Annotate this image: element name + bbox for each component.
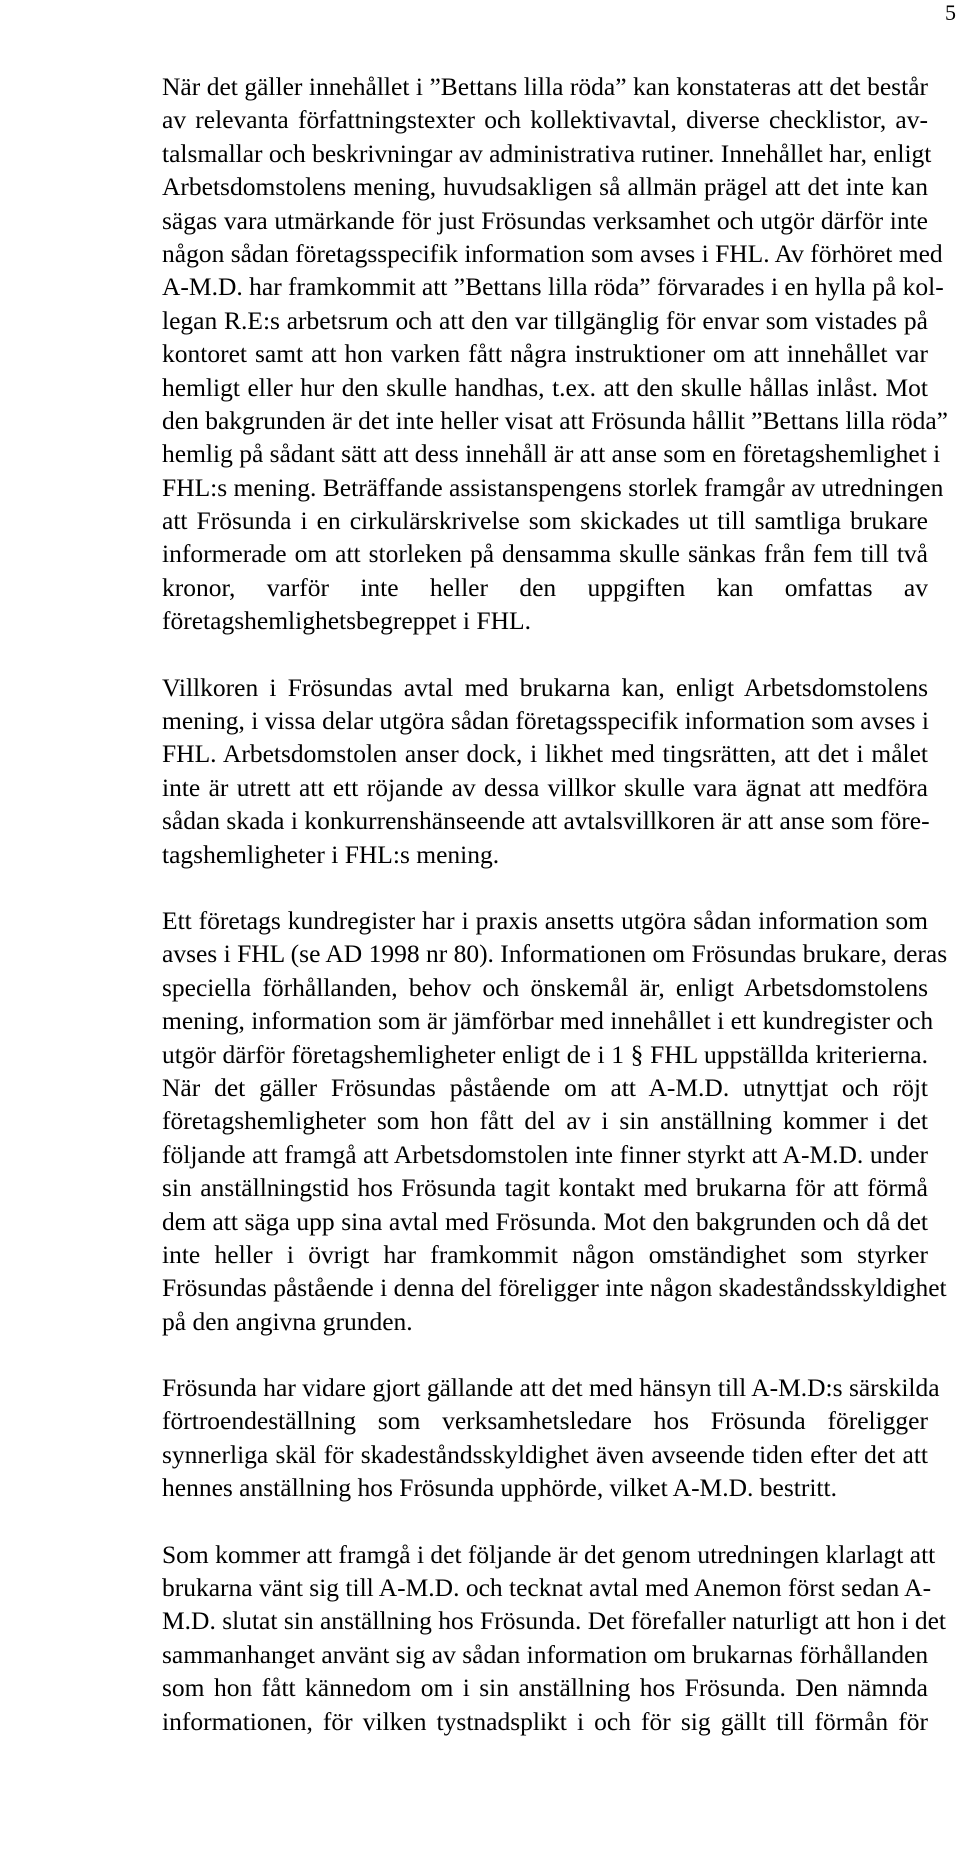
text-line: på den angivna grunden. bbox=[162, 1306, 413, 1336]
text-line: inte är utrett att ett röjande av dessa villkor skulle vara ägnat att medföra bbox=[162, 772, 928, 802]
text-line: hemligt eller hur den skulle handhas, t.ex. att den skulle hållas inlåst. Mot bbox=[162, 372, 928, 402]
text-line: legan R.E:s arbetsrum och att den var tillgänglig för envar som vistades på bbox=[162, 305, 928, 335]
text-line: avses i FHL (se AD 1998 nr 80). Informationen om Frösundas brukare, deras bbox=[162, 939, 948, 969]
text-line: Villkoren i Frösundas avtal med brukarna kan, enligt Arbetsdomstolens bbox=[162, 672, 928, 702]
text-line: den bakgrunden är det inte heller visat att Frösunda hållit ”Bettans lilla röda” bbox=[162, 405, 949, 435]
paragraph bbox=[162, 70, 949, 638]
text-line: synnerliga skäl för skadeståndsskyldighet även avseende tiden efter det att bbox=[162, 1439, 928, 1469]
text-line: När det gäller innehållet i ”Bettans lilla röda” kan konstateras att det består bbox=[162, 72, 928, 101]
text-line: hennes anställning hos Frösunda upphörde, vilket A-M.D. bestritt. bbox=[162, 1473, 837, 1503]
page-number: 5 bbox=[945, 0, 956, 25]
text-line: tagshemligheter i FHL:s mening. bbox=[162, 839, 500, 869]
text-line: När det gäller Frösundas påstående om att A-M.D. utnyttjat och röjt bbox=[162, 1072, 928, 1102]
text-line: M.D. slutat sin anställning hos Frösunda. Det förefaller naturligt att hon i det bbox=[162, 1606, 946, 1636]
text-line: någon sådan företagsspecifik information som avses i FHL. Av förhöret med bbox=[162, 238, 943, 268]
text-line: talsmallar och beskrivningar av administrativa rutiner. Innehållet har, enligt bbox=[162, 138, 932, 168]
text-line: informerade om att storleken på densamma skulle sänkas från fem till två bbox=[162, 539, 928, 569]
paragraph bbox=[162, 1371, 940, 1505]
text-line: sägas vara utmärkande för just Frösundas verksamhet och utgör därför inte bbox=[162, 205, 928, 235]
text-line: dem att säga upp sina avtal med Frösunda. Mot den bakgrunden och då det bbox=[162, 1206, 928, 1236]
text-line: kronor, varför inte heller den uppgiften kan omfattas av bbox=[162, 572, 928, 602]
text-line: som hon fått kännedom om i sin anställning hos Frösunda. Den nämnda bbox=[162, 1673, 928, 1703]
text-line: informationen, för vilken tystnadsplikt i och för sig gällt till förmån för bbox=[162, 1706, 928, 1736]
text-line: Ett företags kundregister har i praxis ansetts utgöra sådan information som bbox=[162, 905, 928, 935]
text-line: kontoret samt att hon varken fått några instruktioner om att innehållet var bbox=[162, 339, 928, 369]
text-line: företagshemligheter som hon fått del av i sin anställning kommer i det bbox=[162, 1106, 928, 1136]
text-line: sin anställningstid hos Frösunda tagit kontakt med brukarna för att förmå bbox=[162, 1173, 928, 1203]
text-line: utgör därför företagshemligheter enligt de i 1 § FHL uppställda kriterierna. bbox=[162, 1039, 928, 1069]
text-line: mening, information som är jämförbar med innehållet i ett kundregister och bbox=[162, 1006, 934, 1036]
text-line: FHL. Arbetsdomstolen anser dock, i likhet med tingsrätten, att det i målet bbox=[162, 739, 928, 769]
paragraph bbox=[162, 904, 948, 1338]
text-line: inte heller i övrigt har framkommit någon omständighet som styrker bbox=[162, 1239, 928, 1269]
text-line: speciella förhållanden, behov och önskemål är, enligt Arbetsdomstolens bbox=[162, 972, 928, 1002]
text-line: FHL:s mening. Beträffande assistanspengens storlek framgår av utredningen bbox=[162, 472, 944, 502]
text-line: A-M.D. har framkommit att ”Bettans lilla röda” förvarades i en hylla på kol- bbox=[162, 272, 944, 302]
text-line: förtroendeställning som verksamhetsledare hos Frösunda föreligger bbox=[162, 1406, 928, 1436]
text-line: att Frösunda i en cirkulärskrivelse som skickades ut till samtliga brukare bbox=[162, 506, 928, 536]
document-body bbox=[162, 70, 949, 1771]
text-line: Som kommer att framgå i det följande är det genom utredningen klarlagt att bbox=[162, 1539, 936, 1569]
text-line: sammanhanget använt sig av sådan information om brukarnas förhållanden bbox=[162, 1639, 929, 1669]
text-line: sådan skada i konkurrenshänseende att avtalsvillkoren är att anse som före- bbox=[162, 806, 930, 836]
text-line: hemlig på sådant sätt att dess innehåll är att anse som en företagshemlighet i bbox=[162, 439, 941, 469]
text-line: företagshemlighetsbegreppet i FHL. bbox=[162, 606, 531, 636]
text-line: av relevanta författningstexter och kollektivavtal, diverse checklistor, av- bbox=[162, 105, 928, 135]
text-line: Arbetsdomstolens mening, huvudsakligen så allmän prägel att det inte kan bbox=[162, 172, 928, 202]
text-line: Frösundas påstående i denna del föreligger inte någon skadeståndsskyldighet bbox=[162, 1273, 947, 1303]
text-line: Frösunda har vidare gjort gällande att det med hänsyn till A-M.D:s särskilda bbox=[162, 1373, 940, 1403]
text-line: brukarna vänt sig till A-M.D. och tecknat avtal med Anemon först sedan A- bbox=[162, 1573, 932, 1603]
paragraph bbox=[162, 671, 928, 871]
paragraph bbox=[162, 1538, 946, 1738]
text-line: mening, i vissa delar utgöra sådan företagsspecifik information som avses i bbox=[162, 706, 929, 736]
text-line: följande att framgå att Arbetsdomstolen inte finner styrkt att A-M.D. under bbox=[162, 1139, 928, 1169]
